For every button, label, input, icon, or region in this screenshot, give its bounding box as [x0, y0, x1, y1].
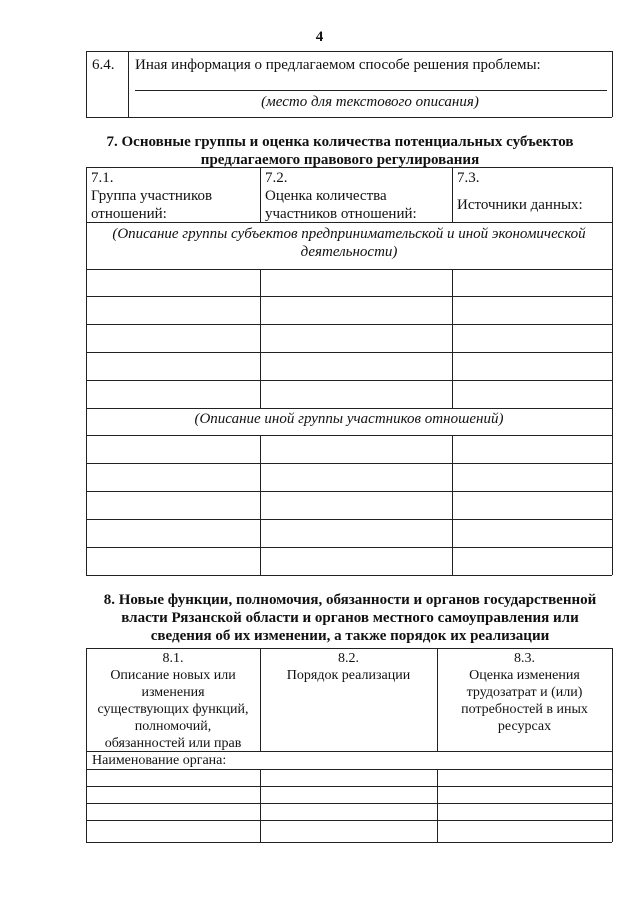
section-7-title-line-2: предлагаемого правового регулирования [200, 152, 480, 168]
header-labor-cost-change: 8.3. Оценка изменения трудозатрат и (или) потребностей в иных ресурсах [461, 651, 588, 734]
business-group-description: (Описание группы субъектов предпринимательской и иной экономической деятельности) [112, 226, 586, 260]
section-8-title-line-3: сведения об их изменении, а также порядок их реализации [150, 628, 550, 644]
page-number: 4 [315, 29, 324, 45]
section-7-title-line-1: 7. Основные группы и оценка количества потенциальных субъектов [106, 134, 574, 150]
row-number: 6.4. [92, 57, 115, 73]
other-info-label: Иная информация о предлагаемом способе решения проблемы: [135, 57, 541, 73]
header-participant-count: 7.2. Оценка количества участников отношений: [265, 170, 417, 222]
section-8-title-line-2: власти Рязанской области и органов местного самоуправления или [121, 610, 579, 626]
header-data-sources: 7.3. Источники данных: [457, 170, 583, 213]
text-entry-line [135, 90, 607, 91]
organ-name-label: Наименование органа: [92, 753, 227, 768]
section-8-title [60, 591, 639, 645]
header-participant-group: 7.1. Группа участников отношений: [91, 170, 213, 222]
text-description-hint: (место для текстового описания) [261, 94, 479, 110]
section-7-title [60, 133, 620, 169]
header-implementation-order: 8.2. Порядок реализации [286, 651, 411, 683]
section-8-title-line-1: 8. Новые функции, полномочия, обязанности и органов государственной [103, 592, 597, 608]
header-new-functions: 8.1. Описание новых или изменения существующих функций, полномочий, обязанностей или прав [97, 651, 249, 751]
other-group-description: (Описание иной группы участников отношений) [194, 411, 504, 427]
